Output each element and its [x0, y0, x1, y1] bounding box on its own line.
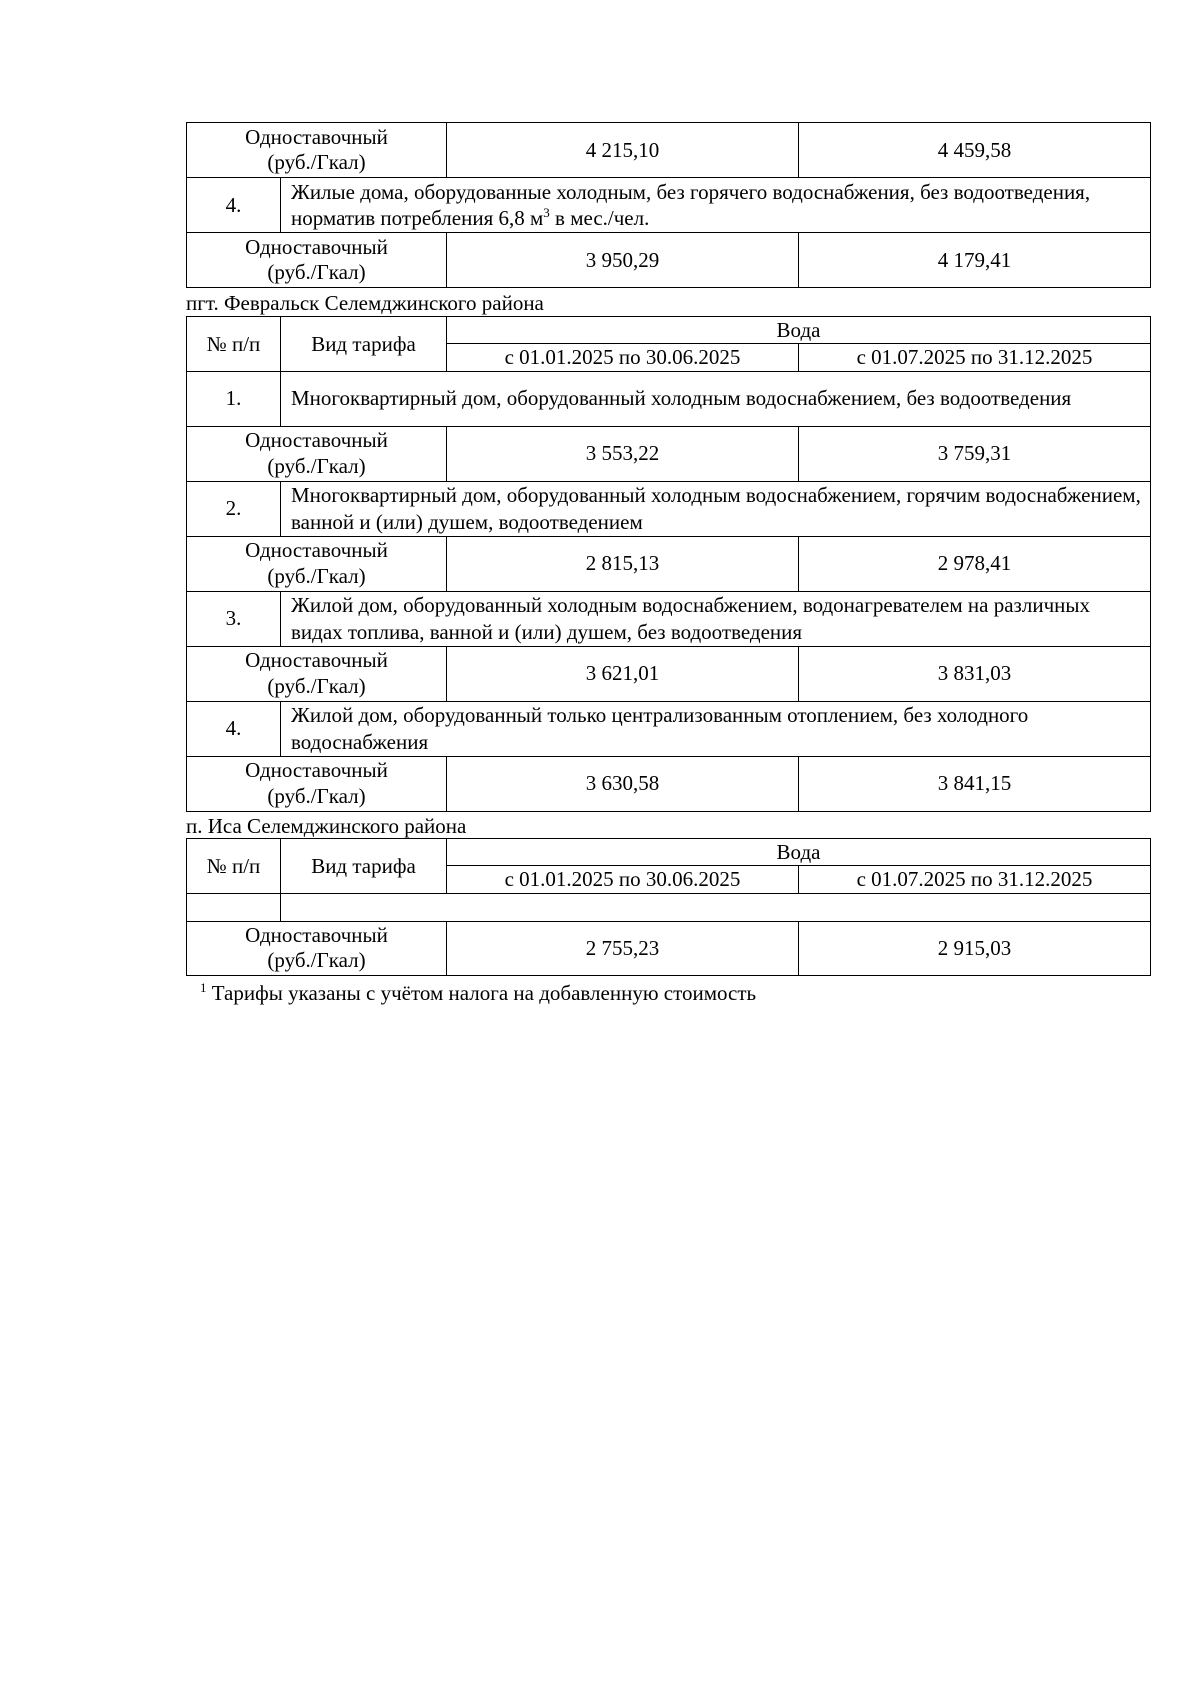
empty-cell	[187, 893, 281, 921]
item-description: Жилой дом, оборудованный только централизованным отоплением, без холодного водоснабжения	[281, 701, 1151, 756]
tariff-unit-label: (руб./Гкал)	[267, 948, 366, 972]
value-period-2: 3 831,03	[799, 646, 1151, 701]
tariff-unit-label: (руб./Гкал)	[267, 563, 366, 588]
item-description: Жилые дома, оборудованные холодным, без горячего водоснабжения, без водоотведения, норматив потребления 6,8 $м^3$ в мес./чел.	[281, 178, 1151, 233]
item-number: 2.	[187, 481, 281, 536]
item-number: 4.	[187, 701, 281, 756]
column-header-period-2: с 01.07.2025 по 31.12.2025	[799, 866, 1151, 893]
tariff-table-continued	[186, 122, 1151, 288]
value-period-1: 4 215,10	[447, 123, 799, 178]
tariff-type-cell	[187, 233, 447, 288]
table-row	[187, 646, 1151, 701]
item-number: 3.	[187, 591, 281, 646]
value-period-2: 4 459,58	[799, 123, 1151, 178]
column-header-period-2: с 01.07.2025 по 31.12.2025	[799, 344, 1151, 371]
table-row	[187, 921, 1151, 975]
column-header-number: № п/п	[187, 839, 281, 894]
footnote-mark: 1	[200, 980, 207, 995]
item-description: Многоквартирный дом, оборудованный холодным водоснабжением, горячим водоснабжением, ванной и (или) душем, водоотведением	[281, 481, 1151, 536]
table-row-empty	[187, 893, 1151, 921]
value-period-1: 2 755,23	[447, 921, 799, 975]
tariff-table-isa	[186, 838, 1151, 976]
tariff-unit-label: (руб./Гкал)	[267, 453, 366, 478]
table-row	[187, 701, 1151, 756]
tariff-unit-label: (руб./Гкал)	[267, 673, 366, 698]
column-header-water: Вода	[447, 317, 1151, 344]
tariff-type-label: Одноставочный	[245, 234, 388, 259]
tariff-type-label: Одноставочный	[245, 922, 388, 947]
section-title-fevralsk: пгт. Февральск Селемджинского района	[186, 291, 544, 315]
tariff-type-label: Одноставочный	[245, 428, 388, 453]
table-row	[187, 756, 1151, 811]
tariff-type-label: Одноставочный	[245, 758, 388, 783]
tariff-type-cell	[187, 426, 447, 481]
table-row	[187, 536, 1151, 591]
table-row	[187, 371, 1151, 426]
table-row	[187, 426, 1151, 481]
tariff-unit-label: (руб./Гкал)	[267, 783, 366, 808]
tariff-type-cell	[187, 123, 447, 178]
column-header-water: Вода	[447, 839, 1151, 866]
item-description: Жилой дом, оборудованный холодным водоснабжением, водонагревателем на различных видах топлива, ванной и (или) душем, без водоотведения	[281, 591, 1151, 646]
value-period-2: 2 915,03	[799, 921, 1151, 975]
tariff-type-label: Одноставочный	[245, 648, 388, 673]
value-period-2: 2 978,41	[799, 536, 1151, 591]
value-period-2: 3 759,31	[799, 426, 1151, 481]
value-period-1: 3 553,22	[447, 426, 799, 481]
table-header-row	[187, 317, 1151, 344]
tariff-type-label: Одноставочный	[245, 124, 388, 149]
column-header-period-1: с 01.01.2025 по 30.06.2025	[447, 344, 799, 371]
tariff-type-cell	[187, 536, 447, 591]
value-period-2: 4 179,41	[799, 233, 1151, 288]
empty-cell	[281, 893, 1151, 921]
tariff-type-cell	[187, 921, 447, 975]
column-header-period-1: с 01.01.2025 по 30.06.2025	[447, 866, 799, 893]
table-header-row	[187, 839, 1151, 866]
item-number: 1.	[187, 371, 281, 426]
column-header-number: № п/п	[187, 317, 281, 372]
footnote-text: Тарифы указаны с учётом налога на добавленную стоимость	[211, 981, 757, 1005]
value-period-1: 2 815,13	[447, 536, 799, 591]
value-period-1: 3 621,01	[447, 646, 799, 701]
item-description: Многоквартирный дом, оборудованный холодным водоснабжением, без водоотведения	[281, 371, 1151, 426]
column-header-tariff-kind: Вид тарифа	[281, 839, 447, 894]
table-row	[187, 591, 1151, 646]
table-row	[187, 178, 1151, 233]
table-row	[187, 481, 1151, 536]
value-period-1: 3 630,58	[447, 756, 799, 811]
column-header-tariff-kind: Вид тарифа	[281, 317, 447, 372]
table-row	[187, 123, 1151, 178]
value-period-2: 3 841,15	[799, 756, 1151, 811]
footnote	[200, 980, 756, 1006]
section-title-isa: п. Иса Селемджинского района	[186, 814, 467, 838]
tariff-unit-label: (руб./Гкал)	[267, 150, 366, 174]
tariff-type-cell	[187, 756, 447, 811]
tariff-type-cell	[187, 646, 447, 701]
tariff-table-fevralsk	[186, 316, 1151, 812]
tariff-unit-label: (руб./Гкал)	[267, 260, 366, 284]
value-period-1: 3 950,29	[447, 233, 799, 288]
tariff-type-label: Одноставочный	[245, 538, 388, 563]
item-number: 4.	[187, 178, 281, 233]
table-row	[187, 233, 1151, 288]
